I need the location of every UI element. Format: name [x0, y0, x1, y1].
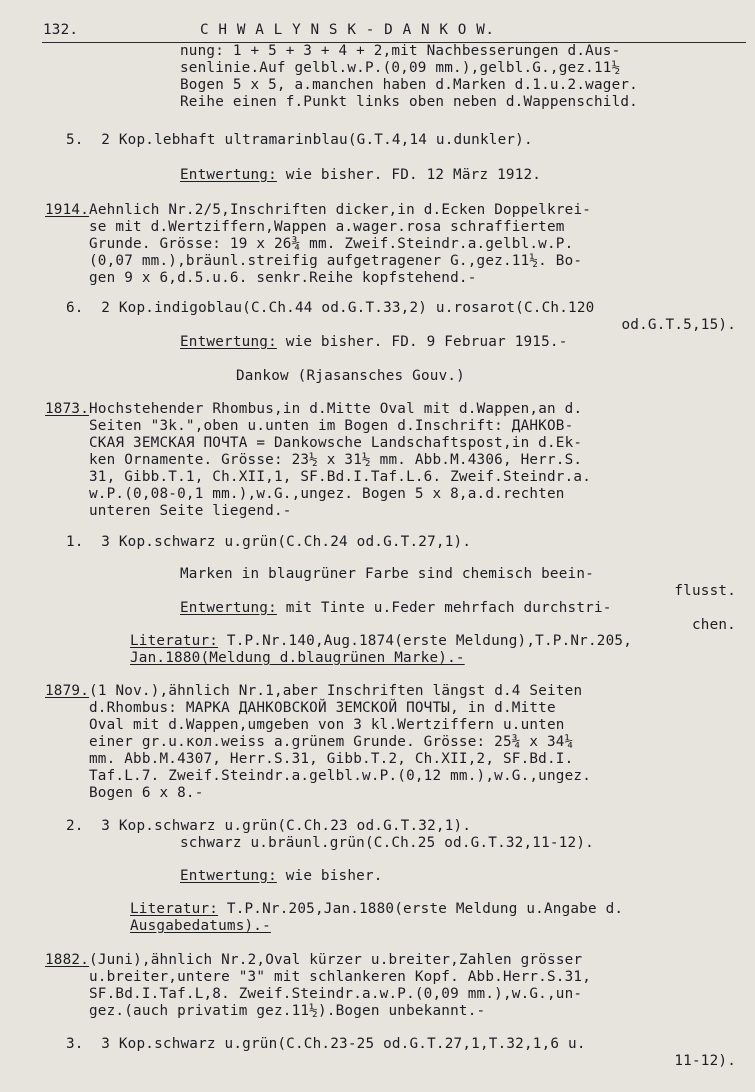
text-line: СКАЯ ЗЕМСКАЯ ПОЧТА = Dankowsche Landschaftspost,in d.Ek- [89, 435, 583, 451]
text-line: mm. Abb.M.4307, Herr.S.31, Gibb.T.2, Ch.XII,2, SF.Bd.I. [89, 751, 574, 767]
text-line: ken Ornamente. Grösse: 23½ x 31½ mm. Abb.M.4306, Herr.S. [89, 452, 583, 468]
line-text: T.P.Nr.205,Jan.1880(erste Meldung u.Angabe d. [218, 901, 624, 917]
text-line: d.Rhombus: МАРКА ДАНКОВСКОЙ ЗЕМСКОЙ ПОЧТЫ, in d.Mitte [89, 700, 556, 716]
text-line: Seiten "3k.",oben u.unten im Bogen d.Inschrift: ДАНКОВ- [89, 418, 574, 434]
section-heading: Dankow (Rjasansches Gouv.) [236, 368, 465, 384]
issue-heading-line [45, 683, 582, 700]
issue-year: 1914. [45, 202, 90, 218]
text-line: einer gr.u.кол.weiss a.grünem Grunde. Grösse: 25¾ x 34¼ [89, 734, 574, 750]
text-line: schwarz u.bräunl.grün(C.Ch.25 od.G.T.32,11-12). [180, 835, 594, 851]
text-line-continuation: chen. [691, 617, 736, 633]
issue-heading-line [45, 202, 591, 219]
page-title: C H W A L Y N S K - D A N K O W. [200, 22, 495, 38]
issue-year: 1879. [45, 683, 90, 699]
line-text: T.P.Nr.140,Aug.1874(erste Meldung),T.P.Nr.205, [218, 633, 633, 649]
text-line: w.P.(0,08-0,1 mm.),w.G.,ungez. Bogen 5 x 8,a.d.rechten [89, 486, 565, 502]
text-line: 2. 3 Kop.schwarz u.grün(C.Ch.23 od.G.T.32,1). [66, 818, 472, 834]
annotation-line [180, 167, 541, 184]
annotation-line [180, 334, 568, 351]
line-text: Hochstehender Rhombus,in d.Mitte Oval mit d.Wappen,an d. [89, 401, 583, 417]
line-text: Aehnlich Nr.2/5,Inschriften dicker,in d.Ecken Doppelkrei- [89, 202, 592, 218]
issue-year: 1873. [45, 401, 90, 417]
text-line: nung: 1 + 5 + 3 + 4 + 2,mit Nachbesserungen d.Aus- [180, 43, 621, 59]
text-line-continuation: od.G.T.5,15). [621, 317, 736, 333]
line-text: wie bisher. FD. 12 März 1912. [276, 167, 542, 183]
text-line: 5. 2 Kop.lebhaft ultramarinblau(G.T.4,14 u.dunkler). [66, 132, 533, 148]
text-line: unteren Seite liegend.- [89, 503, 292, 519]
page-number: 132. [43, 22, 79, 38]
text-line: se mit d.Wertziffern,Wappen a.wager.rosa schraffiertem [89, 219, 565, 235]
text-line: Reihe einen f.Punkt links oben neben d.Wappenschild. [180, 94, 638, 110]
text-line-continuation: flusst. [674, 583, 736, 599]
text-line-continuation: 11-12). [674, 1053, 736, 1069]
annotation-label: Entwertung: [180, 167, 277, 183]
annotation-label: Entwertung: [180, 600, 277, 616]
text-line: Jan.1880(Meldung d.blaugrünen Marke).- [130, 650, 465, 666]
text-line: gez.(auch privatim gez.11½).Bogen unbekannt.- [89, 1003, 486, 1019]
line-text: mit Tinte u.Feder mehrfach durchstri- [276, 600, 612, 616]
annotation-line [130, 633, 632, 650]
issue-heading-line [45, 952, 582, 969]
line-text: (1 Nov.),ähnlich Nr.1,aber Inschriften längst d.4 Seiten [89, 683, 583, 699]
text-line: u.breiter,untere "3" mit schlankeren Kopf. Abb.Herr.S.31, [89, 969, 592, 985]
text-line: 31, Gibb.T.1, Ch.XII,1, SF.Bd.I.Taf.L.6. Zweif.Steindr.a. [89, 469, 592, 485]
text-line: 1. 3 Kop.schwarz u.grün(C.Ch.24 od.G.T.27,1). [66, 534, 472, 550]
annotation-label: Literatur: [130, 633, 219, 649]
line-text: wie bisher. FD. 9 Februar 1915.- [276, 334, 568, 350]
annotation-line [180, 600, 612, 617]
line-text: wie bisher. [276, 868, 383, 884]
text-line: Oval mit d.Wappen,umgeben von 3 kl.Wertziffern u.unten [89, 717, 565, 733]
text-line: Marken in blaugrüner Farbe sind chemisch beein- [180, 566, 594, 582]
text-line: Taf.L.7. Zweif.Steindr.a.gelbl.w.P.(0,12 mm.),w.G.,ungez. [89, 768, 592, 784]
annotation-label: Entwertung: [180, 868, 277, 884]
text-line: Grunde. Grösse: 19 x 26¾ mm. Zweif.Steindr.a.gelbl.w.P. [89, 236, 574, 252]
issue-year: 1882. [45, 952, 90, 968]
annotation-line [130, 901, 623, 918]
annotation-label: Entwertung: [180, 334, 277, 350]
text-line: Ausgabedatums).- [130, 918, 271, 934]
text-line: (0,07 mm.),bräunl.streifig aufgetragener G.,gez.11½. Bo- [89, 253, 583, 269]
text-line: 6. 2 Kop.indigoblau(C.Ch.44 od.G.T.33,2) u.rosarot(C.Ch.120 [66, 300, 595, 316]
line-text: (Juni),ähnlich Nr.2,Oval kürzer u.breiter,Zahlen grösser [89, 952, 583, 968]
text-line: senlinie.Auf gelbl.w.P.(0,09 mm.),gelbl.G.,gez.11½ [180, 60, 621, 76]
text-line: SF.Bd.I.Taf.L,8. Zweif.Steindr.a.w.P.(0,09 mm.),w.G.,un- [89, 986, 583, 1002]
issue-heading-line [45, 401, 582, 418]
text-line: 3. 3 Kop.schwarz u.grün(C.Ch.23-25 od.G.T.27,1,T.32,1,6 u. [66, 1036, 586, 1052]
text-line: Bogen 6 x 8.- [89, 785, 204, 801]
text-line: Bogen 5 x 5, a.manchen haben d.Marken d.1.u.2.wager. [180, 77, 638, 93]
annotation-line [180, 868, 383, 885]
annotation-label: Literatur: [130, 901, 219, 917]
text-line: gen 9 x 6,d.5.u.6. senkr.Reihe kopfstehend.- [89, 270, 477, 286]
